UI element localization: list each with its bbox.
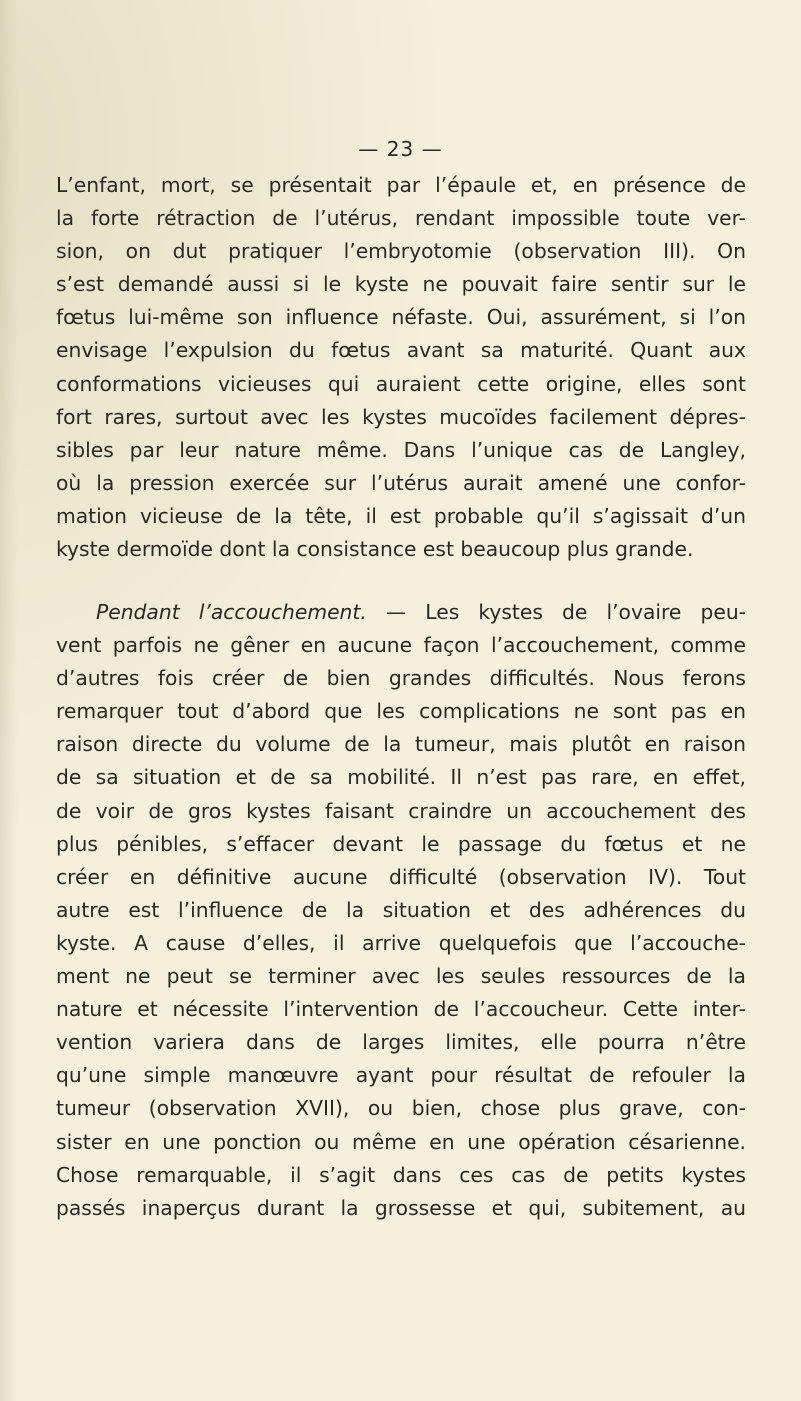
- text-line: remarquer tout d’abord que les complications ne sont pas en: [56, 699, 746, 724]
- text-line: de sa situation et de sa mobilité. Il n’est pas rare, en effet,: [56, 765, 746, 790]
- text-line: fort rares, surtout avec les kystes mucoïdes facilement dépres-: [56, 404, 746, 429]
- text-line: raison directe du volume de la tumeur, mais plutôt en raison: [56, 732, 746, 757]
- paragraph-1: [56, 169, 746, 566]
- text-line: Chose remarquable, il s’agit dans ces cas de petits kystes: [56, 1162, 746, 1187]
- text-fragment: — Les kystes de l’ovaire peu-: [366, 600, 746, 624]
- text-line: s’est demandé aussi si le kyste ne pouvait faire sentir sur le: [56, 272, 746, 297]
- section-heading: Pendant l’accouchement.: [96, 600, 367, 624]
- paragraph-2: [56, 596, 746, 1225]
- text-line: sion, on dut pratiquer l’embryotomie (observation III). On: [56, 239, 746, 264]
- text-line: qu’une simple manœuvre ayant pour résultat de refouler la: [56, 1063, 746, 1088]
- text-line: mation vicieuse de la tête, il est probable qu’il s’agissait d’un: [56, 503, 746, 528]
- text-line: L’enfant, mort, se présentait par l’épaule et, en présence de: [56, 173, 746, 197]
- text-line: passés inaperçus durant la grossesse et qui, subitement, au: [56, 1195, 746, 1220]
- text-line: ment ne peut se terminer avec les seules ressources de la: [56, 964, 746, 989]
- text-line: plus pénibles, s’effacer devant le passage du fœtus et ne: [56, 831, 746, 856]
- text-line: vent parfois ne gêner en aucune façon l’accouchement, comme: [56, 633, 746, 658]
- text-line: kyste dermoïde dont la consistance est beaucoup plus grande.: [56, 537, 694, 562]
- text-line: fœtus lui-même son influence néfaste. Oui, assurément, si l’on: [56, 305, 746, 330]
- text-line: d’autres fois créer de bien grandes difficultés. Nous ferons: [56, 666, 746, 691]
- text-line: vention variera dans de larges limites, elle pourra n’être: [56, 1030, 746, 1055]
- text-line: autre est l’influence de la situation et des adhérences du: [56, 897, 746, 922]
- text-line: la forte rétraction de l’utérus, rendant impossible toute ver-: [56, 206, 746, 231]
- text-line: conformations vicieuses qui auraient cette origine, elles sont: [56, 371, 746, 396]
- text-line: tumeur (observation XVII), ou bien, chose plus grave, con-: [56, 1096, 746, 1121]
- text-line: nature et nécessite l’intervention de l’accoucheur. Cette inter-: [56, 997, 746, 1022]
- text-line: kyste. A cause d’elles, il arrive quelquefois que l’accouche-: [56, 930, 746, 955]
- text-line-first: [56, 596, 746, 629]
- text-line: de voir de gros kystes faisant craindre un accouchement des: [56, 798, 746, 823]
- page-number: — 23 —: [358, 137, 443, 161]
- text-line: créer en définitive aucune difficulté (observation IV). Tout: [56, 864, 746, 889]
- text-line: envisage l’expulsion du fœtus avant sa maturité. Quant aux: [56, 338, 746, 363]
- text-line: où la pression exercée sur l’utérus aurait amené une confor-: [56, 470, 746, 495]
- text-line: sister en une ponction ou même en une opération césarienne.: [56, 1129, 746, 1154]
- text-line: sibles par leur nature même. Dans l’unique cas de Langley,: [56, 437, 746, 462]
